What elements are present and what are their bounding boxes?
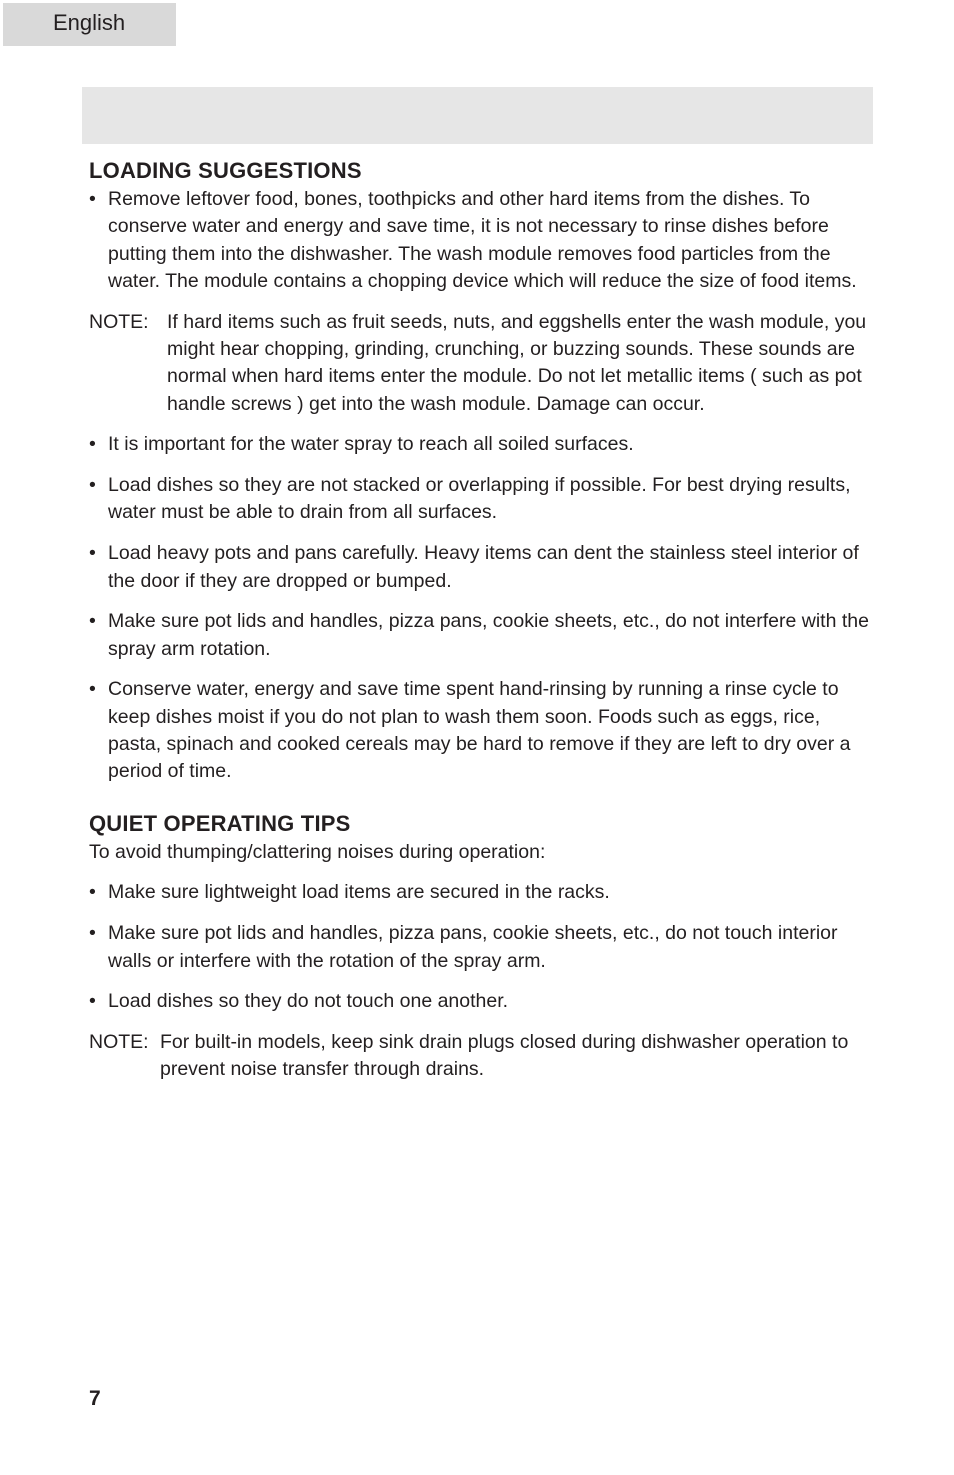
bullet-glyph: • xyxy=(89,433,96,456)
list-item xyxy=(89,879,869,906)
list-item-text: Make sure pot lids and handles, pizza pans, cookie sheets, etc., do not touch interior walls or interfere with the rotation of the spray arm. xyxy=(108,922,838,972)
bullet-glyph: • xyxy=(89,474,96,497)
note-text: If hard items such as fruit seeds, nuts, and eggshells enter the wash module, you might hear chopping, grinding, crunching, or buzzing sounds. These sounds are normal when hard items enter the module. Do not let metallic items ( such as pot handle screws ) get into the wash module. Damage can occur. xyxy=(167,310,867,415)
loading-suggestions-section xyxy=(89,156,869,786)
bullet-glyph: • xyxy=(89,610,96,633)
section-header-bar xyxy=(82,87,873,144)
list-item xyxy=(89,431,869,458)
language-tab: English xyxy=(3,3,176,46)
bullet-glyph: • xyxy=(89,678,96,701)
note-block xyxy=(89,309,869,418)
list-item-text: Make sure lightweight load items are secured in the racks. xyxy=(108,881,610,904)
list-item-text: Load heavy pots and pans carefully. Heavy items can dent the stainless steel interior of the door if they are dropped or bumped. xyxy=(108,542,859,592)
note-label: NOTE: xyxy=(89,1031,149,1054)
note-label: NOTE: xyxy=(89,310,149,333)
list-item xyxy=(89,988,869,1015)
list-item-text: Conserve water, energy and save time spent hand-rinsing by running a rinse cycle to keep dishes moist if you do not plan to wash them soon. Foods such as eggs, rice, pasta, spinach and cooked cereals may be hard to remove if they are left to dry over a period of time. xyxy=(108,678,851,783)
loading-suggestions-heading: LOADING SUGGESTIONS xyxy=(89,158,362,183)
bullet-glyph: • xyxy=(89,542,96,565)
quiet-operating-heading: QUIET OPERATING TIPS xyxy=(89,810,351,836)
quiet-operating-section xyxy=(89,809,869,1084)
list-item-text: Load dishes so they do not touch one another. xyxy=(108,990,509,1013)
list-item-text: Load dishes so they are not stacked or overlapping if possible. For best drying results, water must be able to drain from all surfaces. xyxy=(108,474,851,524)
page-number: 7 xyxy=(89,1387,101,1410)
note-block xyxy=(89,1029,869,1084)
list-item xyxy=(89,186,869,295)
list-item-text: It is important for the water spray to reach all soiled surfaces. xyxy=(108,433,634,456)
quiet-intro-text: To avoid thumping/clattering noises during operation: xyxy=(89,840,546,863)
bullet-glyph: • xyxy=(89,990,96,1013)
list-item xyxy=(89,676,869,785)
page-content xyxy=(89,156,869,1097)
bullet-glyph: • xyxy=(89,922,96,945)
list-item xyxy=(89,540,869,595)
note-text: For built-in models, keep sink drain plugs closed during dishwasher operation to prevent noise transfer through drains. xyxy=(160,1031,849,1081)
list-item xyxy=(89,608,869,663)
bullet-glyph: • xyxy=(89,188,96,210)
list-item xyxy=(89,920,869,975)
list-item-text: Make sure pot lids and handles, pizza pans, cookie sheets, etc., do not interfere with the spray arm rotation. xyxy=(108,610,869,660)
list-item xyxy=(89,472,869,527)
bullet-glyph: • xyxy=(89,881,96,904)
list-item-text: Remove leftover food, bones, toothpicks and other hard items from the dishes. To conserve water and energy and save time, it is not necessary to rinse dishes before putting them into the dishwasher. The wash module removes food particles from the water. The module contains a chopping device which will reduce the size of food items. xyxy=(108,188,857,292)
